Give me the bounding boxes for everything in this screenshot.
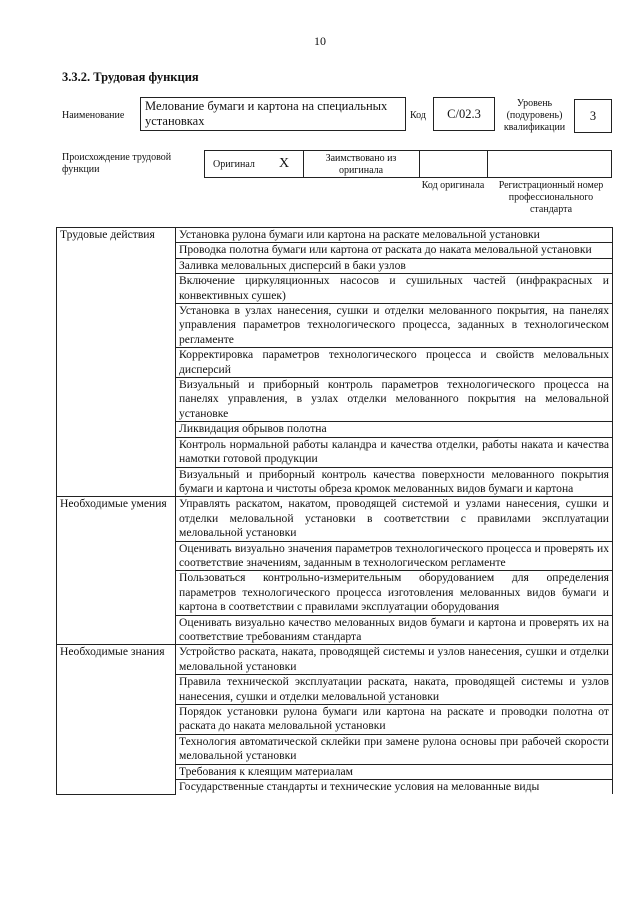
requirement-item: Управлять раскатом, накатом, проводящей системой и узлами нанесения, сушки и отделки меловальной установки в соответствии с правилами эксплуатации меловальной установки xyxy=(176,497,613,541)
page-number: 10 xyxy=(314,34,326,48)
section-heading: Трудовые действия xyxy=(57,228,176,497)
requirement-item: Контроль нормальной работы каландра и качества отделки, работы наката и качества намотки готовой продукции xyxy=(176,437,613,467)
divider xyxy=(419,151,420,177)
requirement-item: Порядок установки рулона бумаги или картона на раскате и проводки полотна от раската до наката меловальной установки xyxy=(176,705,613,735)
requirement-item: Правила технической эксплуатации раската, наката, проводящей системы и узлов нанесения, сушки и отделки меловальной установки xyxy=(176,675,613,705)
table-row xyxy=(57,645,613,675)
divider xyxy=(487,151,488,177)
table-row xyxy=(57,228,613,243)
code-original-label: Код оригинала xyxy=(421,180,485,191)
divider xyxy=(303,151,304,177)
requirement-item: Установка рулона бумаги или картона на раскате меловальной установки xyxy=(176,228,613,243)
requirement-item: Технология автоматической склейки при замене рулона основы при рабочей скорости меловальной установки xyxy=(176,734,613,764)
table-row xyxy=(57,497,613,541)
requirement-item: Установка в узлах нанесения, сушки и отделки мелованного покрытия, на панелях управления параметров технологического процесса, заданных в технологическом регламенте xyxy=(176,304,613,348)
requirement-item: Проводка полотна бумаги или картона от раската до наката меловальной установки xyxy=(176,243,613,258)
requirement-item: Оценивать визуально значения параметров технологического процесса и проверять их соответствие значениям, заданным в технологическом регламенте xyxy=(176,541,613,571)
section-heading: Необходимые умения xyxy=(57,497,176,645)
requirement-item: Требования к клеящим материалам xyxy=(176,764,613,779)
requirement-item: Визуальный и приборный контроль качества поверхности мелованного покрытия бумаги и картона и чистоты обреза кромок мелованных видов бумаги и картона xyxy=(176,467,613,497)
borrowed-label: Заимствовано из оригинала xyxy=(325,153,397,176)
requirement-item: Пользоваться контрольно-измерительным оборудованием для определения параметров технологического процесса изготовления мелованных видов бумаги и картона в соответствии с правилами эксплуатации оборудования xyxy=(176,571,613,615)
section-heading: Необходимые знания xyxy=(57,645,176,795)
original-label: Оригинал xyxy=(213,159,255,170)
requirement-item: Оценивать визуально качество мелованных видов бумаги и картона и проверять их на соответствие требованиям стандарта xyxy=(176,615,613,645)
origin-label: Происхождение трудовой функции xyxy=(62,152,172,175)
requirement-item: Визуальный и приборный контроль параметров технологического процесса на панелях управления, в узлах отделки мелованного покрытия на меловальной установке xyxy=(176,378,613,422)
code-field: С/02.3 xyxy=(433,97,495,131)
requirement-item: Включение циркуляционных насосов и сушильных частей (инфракрасных и конвективных сушек) xyxy=(176,274,613,304)
origin-table xyxy=(204,150,612,178)
function-name-field: Мелование бумаги и картона на специальных установках xyxy=(140,97,406,131)
reg-number-label: Регистрационный номер профессионального стандарта xyxy=(498,180,604,215)
code-label: Код xyxy=(410,110,426,121)
original-mark: X xyxy=(279,156,290,171)
level-field: 3 xyxy=(574,99,612,133)
name-label: Наименование xyxy=(62,110,125,121)
requirement-item: Заливка меловальных дисперсий в баки узлов xyxy=(176,258,613,273)
level-label: Уровень (подуровень) квалификации xyxy=(503,98,566,133)
requirement-item: Государственные стандарты и технические условия на мелованные виды xyxy=(176,780,613,795)
requirement-item: Ликвидация обрывов полотна xyxy=(176,422,613,437)
requirement-item: Корректировка параметров технологического процесса и свойств меловальных дисперсий xyxy=(176,348,613,378)
section-title: 3.3.2. Трудовая функция xyxy=(62,70,199,84)
function-details-table xyxy=(56,227,613,795)
requirement-item: Устройство раската, наката, проводящей системы и узлов нанесения, сушки и отделки меловальной установки xyxy=(176,645,613,675)
